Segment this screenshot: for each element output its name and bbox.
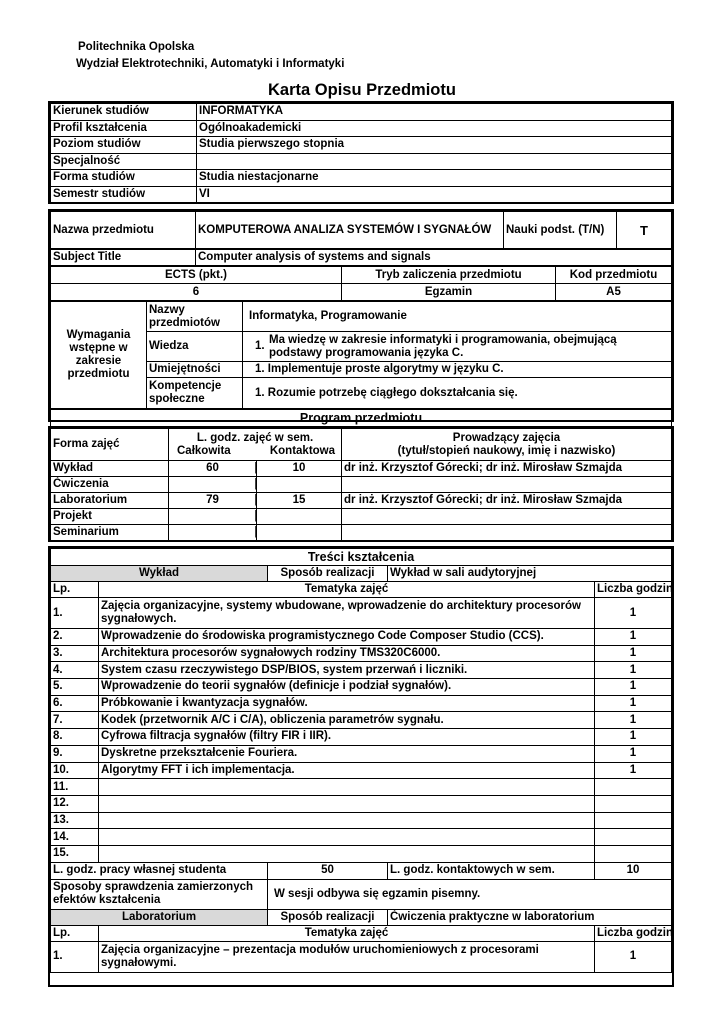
- class-contact-cell: [257, 461, 342, 477]
- lab-lp-header: Lp.: [51, 925, 99, 941]
- lecture-topic-lp: 15.: [51, 845, 99, 862]
- lecture-topic-lp: 10.: [51, 762, 99, 779]
- lecture-topic-row: [51, 779, 672, 796]
- class-form-name: Wykład: [51, 461, 169, 477]
- lecture-topic-hours: 1: [595, 645, 672, 662]
- lecture-topic-row: [51, 629, 672, 646]
- req-competence-value: 1. Rozumie potrzebę ciągłego dokształcania się.: [243, 378, 672, 409]
- lecture-topic-hours: 1: [595, 762, 672, 779]
- lecture-lp-header: Lp.: [51, 582, 99, 598]
- req-subjects-label: Nazwy przedmiotów: [147, 302, 243, 332]
- class-form-row: [51, 477, 672, 493]
- lecturers-sublabel: (tytuł/stopień naukowy, imię i nazwisko): [397, 444, 616, 457]
- exam-mode-value: Egzamin: [342, 284, 556, 301]
- lecture-topic-hours: 1: [595, 712, 672, 729]
- lecture-label: Wykład: [51, 566, 268, 582]
- content-box: [48, 546, 674, 987]
- req-knowledge-number: 1.: [255, 340, 265, 352]
- lecture-topic-text: Dyskretne przekształcenie Fouriera.: [99, 745, 595, 762]
- hours-separator: |: [254, 462, 258, 474]
- lecture-topic-hours: [595, 829, 672, 846]
- program-info-label: Profil kształcenia: [51, 120, 197, 137]
- class-form-name: Ćwiczenia: [51, 477, 169, 493]
- course-code-label: Kod przedmiotu: [556, 267, 672, 284]
- lecture-topic-lp: 8.: [51, 729, 99, 746]
- lab-hours-header: Liczba godzin: [595, 925, 672, 941]
- lecture-topic-row: [51, 598, 672, 629]
- course-name: KOMPUTEROWA ANALIZA SYSTEMÓW I SYGNAŁÓW: [196, 212, 504, 249]
- class-contact-hours: 15: [292, 494, 306, 506]
- lecture-topic-lp: 1.: [51, 598, 99, 629]
- lecture-topic-text: [99, 845, 595, 862]
- program-info-label: Specjalność: [51, 153, 197, 170]
- program-info-row: [51, 104, 672, 121]
- class-total-cell: [169, 509, 257, 525]
- class-total-cell: [169, 525, 257, 541]
- lecture-hours-header: Liczba godzin: [595, 582, 672, 598]
- program-info-label: Poziom studiów: [51, 137, 197, 154]
- lecture-topic-lp: 13.: [51, 812, 99, 829]
- program-info-row: [51, 120, 672, 137]
- class-lecturers: [342, 477, 672, 493]
- lecture-topic-lp: 12.: [51, 795, 99, 812]
- class-contact-cell: [257, 525, 342, 541]
- lecture-topic-header: Tematyka zajęć: [99, 582, 595, 598]
- hours-separator: |: [254, 526, 258, 538]
- program-info-box: [48, 101, 674, 204]
- class-lecturers: [342, 509, 672, 525]
- lecture-topic-hours: 1: [595, 745, 672, 762]
- lecture-topic-lp: 6.: [51, 695, 99, 712]
- lecturers-label: Prowadzący zajęcia: [452, 431, 561, 444]
- class-contact-hours: 10: [292, 462, 306, 474]
- lecture-topic-lp: 7.: [51, 712, 99, 729]
- program-info-row: [51, 186, 672, 203]
- lecture-topic-lp: 5.: [51, 679, 99, 696]
- class-contact-cell: [257, 477, 342, 493]
- lecture-topic-text: Algorytmy FFT i ich implementacja.: [99, 762, 595, 779]
- verification-value: W sesji odbywa się egzamin pisemny.: [268, 879, 672, 909]
- lecture-topic-hours: 1: [595, 598, 672, 629]
- lecture-topic-text: [99, 779, 595, 796]
- lab-method-value: Ćwiczenia praktyczne w laboratorium: [388, 909, 672, 925]
- lecture-topic-lp: 9.: [51, 745, 99, 762]
- lecture-topic-hours: 1: [595, 629, 672, 646]
- program-info-value: Ogólnoakademicki: [197, 120, 672, 137]
- lecture-topic-row: [51, 679, 672, 696]
- lecture-topic-hours: 1: [595, 679, 672, 696]
- lecture-topic-text: Cyfrowa filtracja sygnałów (filtry FIR i IIR).: [99, 729, 595, 746]
- lecture-topic-row: [51, 762, 672, 779]
- class-forms-box: [48, 426, 674, 542]
- lecture-topic-text: Wprowadzenie do środowiska programistycznego Code Composer Studio (CCS).: [99, 629, 595, 646]
- class-lecturers: dr inż. Krzysztof Górecki; dr inż. Mirosław Szmajda: [342, 493, 672, 509]
- class-form-name: Seminarium: [51, 525, 169, 541]
- lecture-topic-row: [51, 812, 672, 829]
- program-info-row: [51, 153, 672, 170]
- lecture-topic-row: [51, 695, 672, 712]
- lecture-topic-row: [51, 662, 672, 679]
- lecture-topic-row: [51, 645, 672, 662]
- contact-hours-value: 10: [595, 862, 672, 879]
- lab-topic-header: Tematyka zajęć: [99, 925, 595, 941]
- req-knowledge-label: Wiedza: [147, 332, 243, 362]
- lab-topic-lp: 1.: [51, 941, 99, 972]
- lecture-topic-hours: [595, 795, 672, 812]
- page-title: Karta Opisu Przedmiotu: [268, 81, 456, 99]
- req-subjects-value: Informatyka, Programowanie: [243, 302, 672, 332]
- class-total-cell: [169, 461, 257, 477]
- lab-topic-text: Zajęcia organizacyjne – prezentacja modułów uruchomieniowych z procesorami sygnałowymi.: [99, 941, 595, 972]
- lecture-topic-text: [99, 829, 595, 846]
- lab-topic-hours: 1: [595, 941, 672, 972]
- lecture-topic-lp: 14.: [51, 829, 99, 846]
- class-form-row: [51, 493, 672, 509]
- program-info-value: INFORMATYKA: [197, 104, 672, 121]
- university-name: Politechnika Opolska: [78, 41, 195, 53]
- lecture-topic-text: Architektura procesorów sygnałowych rodziny TMS320C6000.: [99, 645, 595, 662]
- course-box: [48, 209, 674, 425]
- lecture-topic-hours: [595, 845, 672, 862]
- class-form-row: [51, 509, 672, 525]
- program-info-row: [51, 170, 672, 187]
- lecture-topic-row: [51, 729, 672, 746]
- req-knowledge-value: Ma wiedzę w zakresie informatyki i programowania, obejmującą podstawy programowania języka C.: [269, 333, 617, 359]
- lecture-topic-hours: 1: [595, 695, 672, 712]
- program-info-value: Studia pierwszego stopnia: [197, 137, 672, 154]
- lecture-topic-hours: 1: [595, 729, 672, 746]
- program-info-value: VI: [197, 186, 672, 203]
- content-section-title: Treści kształcenia: [51, 549, 672, 566]
- form-label: Forma zajęć: [51, 429, 169, 461]
- ects-label: ECTS (pkt.): [51, 267, 342, 284]
- program-info-label: Forma studiów: [51, 170, 197, 187]
- class-form-row: [51, 525, 672, 541]
- lab-topic-row: [51, 941, 672, 972]
- lecture-topic-hours: 1: [595, 662, 672, 679]
- hours-label: L. godz. zajęć w sem.: [196, 431, 314, 444]
- req-skills-label: Umiejętności: [147, 362, 243, 378]
- exam-mode-label: Tryb zaliczenia przedmiotu: [342, 267, 556, 284]
- total-hours-label: Całkowita: [177, 444, 231, 457]
- lecture-topic-row: [51, 745, 672, 762]
- lecture-topic-row: [51, 712, 672, 729]
- ects-value: 6: [51, 284, 342, 301]
- contact-hours-col-label: Kontaktowa: [269, 444, 336, 457]
- class-form-name: Laboratorium: [51, 493, 169, 509]
- faculty-name: Wydział Elektrotechniki, Automatyki i Informatyki: [76, 58, 345, 70]
- basic-science-label: Nauki podst. (T/N): [504, 212, 617, 249]
- lab-label: Laboratorium: [51, 909, 268, 925]
- class-total-hours: 60: [206, 462, 219, 474]
- hours-separator: |: [254, 478, 258, 490]
- program-info-value: [197, 153, 672, 170]
- program-info-label: Semestr studiów: [51, 186, 197, 203]
- lecture-topic-lp: 11.: [51, 779, 99, 796]
- class-total-cell: [169, 493, 257, 509]
- lecture-topic-text: Wprowadzenie do teorii sygnałów (definicje i podział sygnałów).: [99, 679, 595, 696]
- class-lecturers: [342, 525, 672, 541]
- lecture-topic-text: Próbkowanie i kwantyzacja sygnałów.: [99, 695, 595, 712]
- lecture-topic-text: System czasu rzeczywistego DSP/BIOS, system przerwań i liczniki.: [99, 662, 595, 679]
- class-contact-cell: [257, 509, 342, 525]
- course-code-value: A5: [556, 284, 672, 301]
- lecture-topic-row: [51, 795, 672, 812]
- class-total-cell: [169, 477, 257, 493]
- program-info-row: [51, 137, 672, 154]
- lecture-topic-text: Kodek (przetwornik A/C i C/A), obliczenia parametrów sygnału.: [99, 712, 595, 729]
- own-work-label: L. godz. pracy własnej studenta: [51, 862, 268, 879]
- course-name-label: Nazwa przedmiotu: [51, 212, 196, 249]
- lecture-method-value: Wykład w sali audytoryjnej: [388, 566, 672, 582]
- req-competence-label: Kompetencje społeczne: [147, 378, 243, 409]
- subject-title-label: Subject Title: [51, 250, 196, 266]
- req-skills-value: 1. Implementuje proste algorytmy w języku C.: [243, 362, 672, 378]
- lab-method-label: Sposób realizacji: [268, 909, 388, 925]
- requirements-label: Wymagania wstępne w zakresie przedmiotu: [51, 302, 147, 409]
- hours-separator: |: [254, 494, 258, 506]
- lecture-topic-lp: 2.: [51, 629, 99, 646]
- lecture-topic-lp: 4.: [51, 662, 99, 679]
- hours-separator: |: [254, 510, 258, 522]
- lecture-topic-text: [99, 812, 595, 829]
- program-info-label: Kierunek studiów: [51, 104, 197, 121]
- lecture-topic-text: Zajęcia organizacyjne, systemy wbudowane, wprowadzenie do architektury procesorów sygnałowych.: [99, 598, 595, 629]
- program-info-value: Studia niestacjonarne: [197, 170, 672, 187]
- hours-header-cell: [169, 429, 342, 461]
- lecture-topic-text: [99, 795, 595, 812]
- own-work-value: 50: [268, 862, 388, 879]
- program-section-title: Program przedmiotu: [51, 410, 672, 427]
- class-lecturers: dr inż. Krzysztof Górecki; dr inż. Mirosław Szmajda: [342, 461, 672, 477]
- lecture-method-label: Sposób realizacji: [268, 566, 388, 582]
- lecture-topic-row: [51, 829, 672, 846]
- class-total-hours: 79: [206, 494, 219, 506]
- basic-science-value: T: [617, 212, 672, 249]
- subject-title-value: Computer analysis of systems and signals: [196, 250, 672, 266]
- class-contact-cell: [257, 493, 342, 509]
- contact-hours-label: L. godz. kontaktowych w sem.: [388, 862, 595, 879]
- lecture-topic-hours: [595, 779, 672, 796]
- lecture-topic-lp: 3.: [51, 645, 99, 662]
- verification-label: Sposoby sprawdzenia zamierzonych efektów kształcenia: [51, 879, 268, 909]
- class-form-row: [51, 461, 672, 477]
- lecture-topic-row: [51, 845, 672, 862]
- lecture-topic-hours: [595, 812, 672, 829]
- class-form-name: Projekt: [51, 509, 169, 525]
